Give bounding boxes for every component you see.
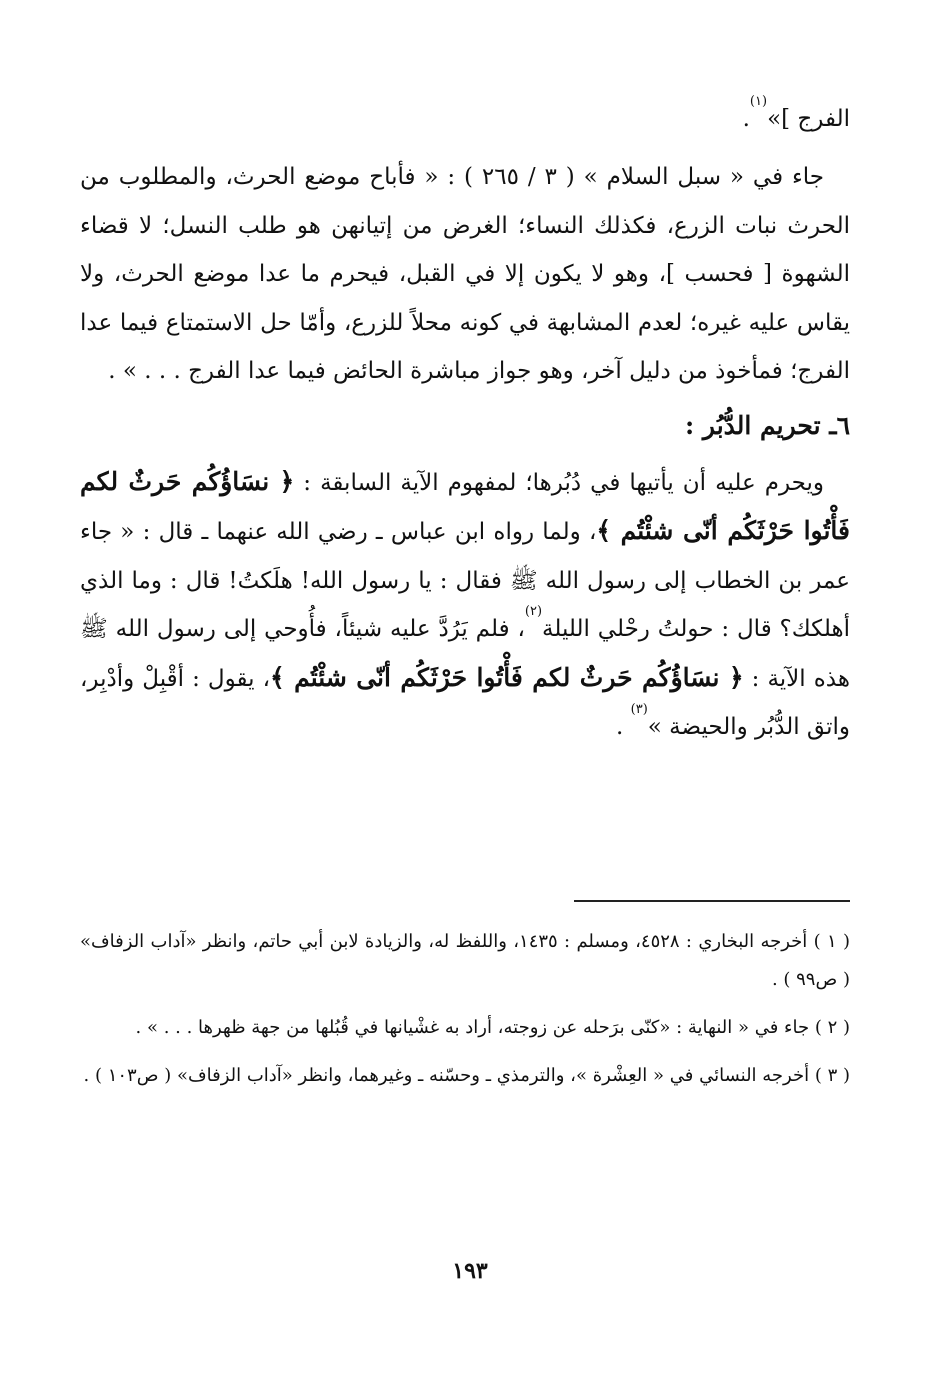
footnote-ref-1: (١): [749, 94, 768, 109]
quran-verse-1: ﴿ نسَاؤُكُم حَرثٌ لكم فَأْتُوا حَرْثَكُم أنّى شئْتُم ﴾: [80, 466, 850, 545]
continuation-line: [80, 95, 850, 143]
footnote-divider: [574, 900, 850, 902]
paragraph-final: .: [616, 714, 631, 740]
main-text: [80, 95, 850, 752]
footnotes: [80, 923, 850, 1105]
footnote-2: ( ٢ ) جاء في « النهاية : «كنّى برَحله عن زوجته، أراد به غشْيانها في قُبُلها من جهة ظهرها . . . » .: [135, 1017, 850, 1038]
quran-verse-2: ﴿ نسَاؤُكُم حَرثٌ لكم فَأْتُوا حَرْثَكُم أنّى شئْتُم ﴾: [270, 662, 744, 692]
footnote-ref-3: (٣): [630, 702, 648, 717]
continuation-text: الفرج ]»: [767, 106, 850, 132]
footnote-ref-2: (٢): [524, 604, 543, 619]
paragraph-prohibition: [80, 458, 850, 752]
footnote-1: ( ١ ) أخرجه البخاري : ٤٥٢٨، ومسلم : ١٤٣٥، واللفظ له، والزيادة لابن أبي حاتم، وانظر «آداب الزفاف» ( ص٩٩ ) .: [80, 931, 850, 990]
footnote-3: ( ٣ ) أخرجه النسائي في « العِشْرة »، والترمذي ـ وحسّنه ـ وغيرهما، وانظر «آداب الزفاف» ( ص١٠٣ ) .: [83, 1065, 850, 1086]
paragraph-subul-salam: جاء في « سبل السلام » ( ٣ / ٢٦٥ ) : « فأباح موضع الحرث، والمطلوب من الحرث نبات الزرع، فكذلك النساء؛ الغرض من إتيانهن هو طلب النسل؛ لا قضاء الشهوة [ فحسب ]، وهو لا يكون إلا في القبل، فيحرم ما عدا موضع الحرث، ولا يقاس عليه غيره؛ لعدم المشابهة في كونه محلاً للزرع، وأمّا حل الاستمتاع فيما عدا الفرج؛ فمأخوذ من دليل آخر، وهو جواز مباشرة الحائض فيما عدا الفرج . . . » .: [80, 164, 850, 384]
continuation-end: .: [742, 106, 750, 132]
paragraph-intro: ويحرم عليه أن يأتيها في دُبُرها؛ لمفهوم الآية السابقة :: [294, 469, 824, 496]
page-number: ١٩٣: [452, 1258, 488, 1284]
hadith-continued: ، فلم يَرُدَّ عليه شيئاً، فأُوحي إلى رسول الله ﷺ هذه الآية :: [80, 616, 850, 692]
hadith-text: ، ولما رواه ابن عباس ـ رضي الله عنهما ـ قال : « جاء عمر بن الخطاب إلى رسول الله ﷺ فقال : يا رسول الله! هلَكتُ! قال : وما الذي أهلكك؟ قال : حولتُ رحْلي الليلة: [80, 519, 850, 642]
hadith-ending: ، يقول : أقْبِلْ وأدْبِر، واتق الدُّبُر والحيضة »: [80, 665, 850, 740]
section-heading: ٦ـ تحريم الدُّبُر :: [684, 410, 850, 440]
